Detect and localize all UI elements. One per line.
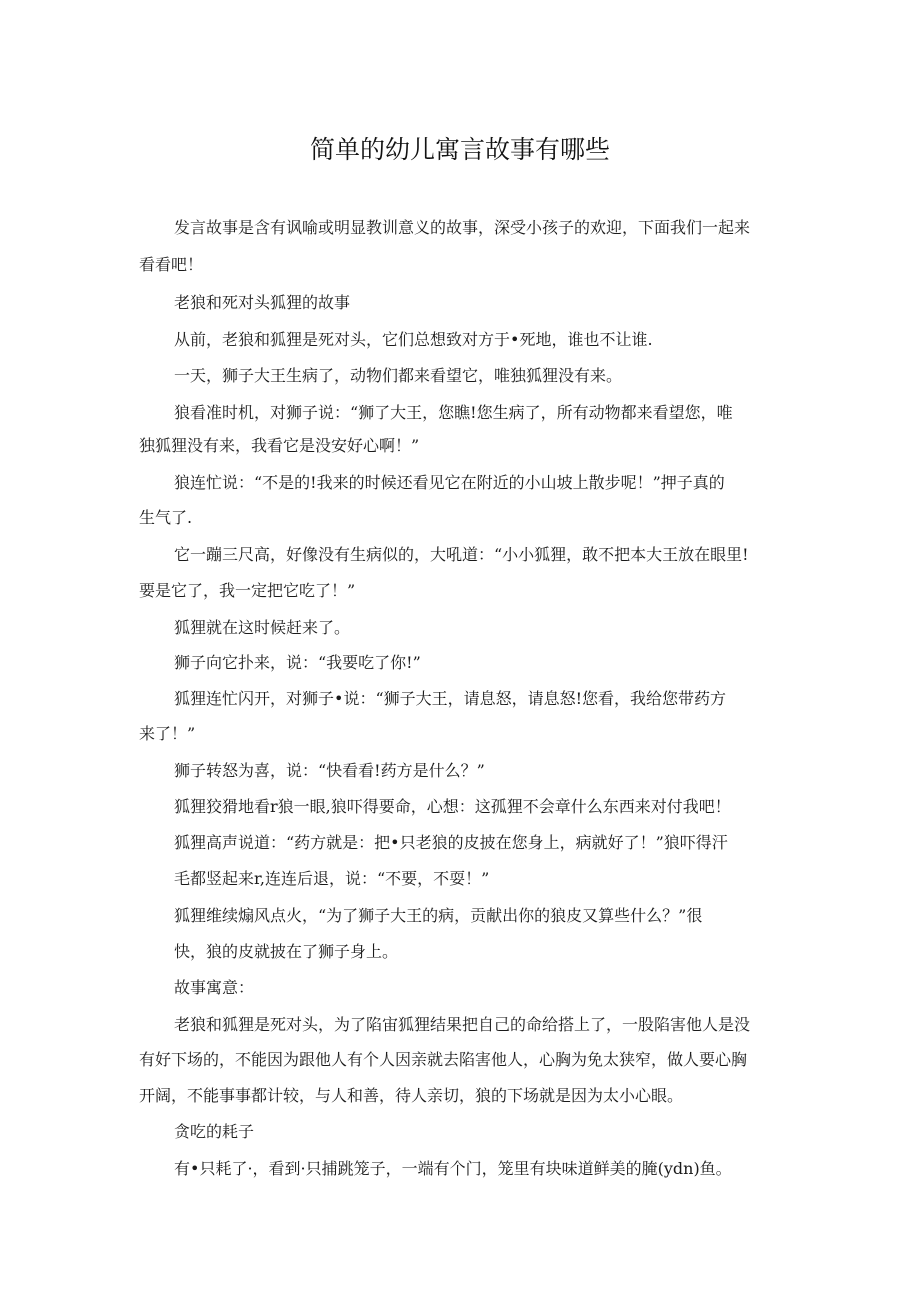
- paragraph-line: 狐狸连忙闪开，对狮子•说：“狮子大王，请息怒，请息怒!您看，我给您带药方: [174, 689, 727, 708]
- paragraph-line: 独狐狸没有来，我看它是没安好心啊！”: [139, 436, 420, 455]
- paragraph-line: 有好下场的，不能因为跟他人有个人因亲就去陷害他人，心胸为免太狭窄，做人要心胸: [139, 1050, 748, 1069]
- paragraph-line: 它一蹦三尺高，好像没有生病似的，大吼道：“小小狐狸，敢不把本大王放在眼里!: [174, 545, 749, 564]
- section-heading: 故事寓意：: [174, 978, 255, 997]
- page-title: 简单的幼儿寓言故事有哪些: [309, 135, 610, 164]
- paragraph-line: 老狼和狐狸是死对头，为了陷宙狐狸结果把自己的命给搭上了，一股陷害他人是没: [174, 1015, 751, 1034]
- paragraph-line: 快，狼的皮就披在了狮子身上。: [174, 942, 399, 961]
- paragraph-line: 狐狸高声说道：“药方就是：把•只老狼的皮披在您身上，病就好了！”狼吓得汗: [174, 833, 728, 852]
- paragraph-line: 一天，狮子大王生病了，动物们都来看望它，唯独狐狸没有来。: [174, 366, 623, 385]
- paragraph-line: 来了！”: [139, 724, 196, 743]
- paragraph-line: 狮子向它扑来，说：“我要吃了你!”: [174, 653, 421, 672]
- paragraph-line: 开阔，不能事事都计较，与人和善，待人亲切，狼的下场就是因为太小心眼。: [139, 1086, 684, 1105]
- paragraph-line: 生气了.: [139, 508, 193, 527]
- paragraph-line: 狐狸狡猾地看r狼一眼,狼吓得要命，心想：这孤狸不会章什么东西来对付我吧！: [174, 797, 731, 816]
- paragraph-line: 看看吧！: [139, 255, 204, 274]
- paragraph-line: 发言故事是含有讽喻或明显教训意义的故事，深受小孩子的欢迎，下面我们一起来: [174, 218, 751, 237]
- paragraph-line: 狐狸就在这时候赶来了。: [174, 618, 351, 637]
- section-heading: 贪吃的耗子: [174, 1122, 255, 1141]
- paragraph-line: 狮子转怒为喜，说：“快看看!药方是什么？”: [174, 761, 485, 780]
- paragraph-line: 要是它了，我一定把它吃了！”: [139, 581, 356, 600]
- section-heading: 老狼和死对头狐狸的故事: [174, 293, 351, 312]
- paragraph-line: 从前，老狼和狐狸是死对头，它们总想致对方于•死地，谁也不让谁.: [174, 330, 653, 349]
- paragraph-line: 毛都竖起来r,连连后退，说：“不要，不耍！”: [174, 869, 490, 888]
- paragraph-line: 狐狸维续煽风点火，“为了狮子大王的病，贡献出你的狼皮又算些什么？”很: [174, 906, 703, 925]
- paragraph-line: 狼连忙说：“不是的!我来的时候还看见它在附近的小山坡上散步呢！”押子真的: [174, 473, 725, 492]
- paragraph-line: 有•只耗了·，看到·只捕跳笼子，一端有个门，笼里有块味道鲜美的腌(ydn)鱼。: [174, 1159, 732, 1178]
- paragraph-line: 狼看准时机，对狮子说：“狮了大王，您瞧!您生病了，所有动物都来看望您，唯: [174, 403, 733, 422]
